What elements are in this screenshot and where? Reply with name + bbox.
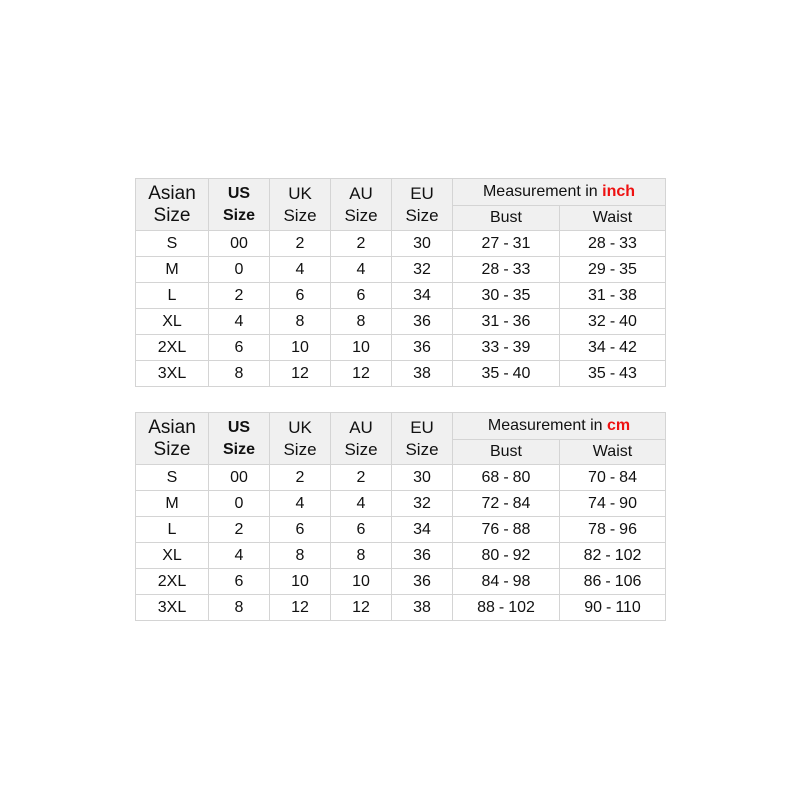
header-eu-size: EU Size xyxy=(392,179,453,231)
cell-us-size: 0 xyxy=(209,257,270,283)
cell-waist: 82 - 102 xyxy=(560,543,666,569)
unit-label: inch xyxy=(602,183,636,200)
cell-asian-size: XL xyxy=(136,309,209,335)
cell-au-size: 12 xyxy=(331,361,392,387)
cell-asian-size: S xyxy=(136,465,209,491)
cell-au-size: 8 xyxy=(331,543,392,569)
cell-au-size: 4 xyxy=(331,491,392,517)
cell-waist: 34 - 42 xyxy=(560,335,666,361)
header-measurement: Measurement in inch xyxy=(453,179,666,206)
cell-us-size: 00 xyxy=(209,231,270,257)
cell-waist: 35 - 43 xyxy=(560,361,666,387)
cell-bust: 33 - 39 xyxy=(453,335,560,361)
table-row xyxy=(136,569,666,595)
cell-eu-size: 30 xyxy=(392,465,453,491)
table-row xyxy=(136,283,666,309)
cell-uk-size: 10 xyxy=(270,569,331,595)
cell-asian-size: M xyxy=(136,257,209,283)
cell-eu-size: 34 xyxy=(392,517,453,543)
cell-asian-size: 2XL xyxy=(136,569,209,595)
cell-us-size: 4 xyxy=(209,309,270,335)
cell-asian-size: 2XL xyxy=(136,335,209,361)
cell-au-size: 8 xyxy=(331,309,392,335)
cell-eu-size: 36 xyxy=(392,309,453,335)
cell-uk-size: 10 xyxy=(270,335,331,361)
cell-asian-size: 3XL xyxy=(136,595,209,621)
header-measurement: Measurement in cm xyxy=(453,413,666,440)
cell-us-size: 0 xyxy=(209,491,270,517)
cell-uk-size: 12 xyxy=(270,361,331,387)
cell-au-size: 12 xyxy=(331,595,392,621)
header-bust: Bust xyxy=(453,206,560,231)
cell-uk-size: 2 xyxy=(270,231,331,257)
cell-bust: 84 - 98 xyxy=(453,569,560,595)
cell-us-size: 8 xyxy=(209,361,270,387)
cell-uk-size: 6 xyxy=(270,283,331,309)
table-row xyxy=(136,361,666,387)
table-row xyxy=(136,335,666,361)
cell-asian-size: S xyxy=(136,231,209,257)
header-waist: Waist xyxy=(560,206,666,231)
table-row xyxy=(136,257,666,283)
cell-us-size: 6 xyxy=(209,569,270,595)
header-us-size: US Size xyxy=(209,179,270,231)
header-us-size: US Size xyxy=(209,413,270,465)
header-uk-size: UK Size xyxy=(270,413,331,465)
cell-eu-size: 36 xyxy=(392,335,453,361)
table-row xyxy=(136,491,666,517)
header-asian-size: Asian Size xyxy=(136,413,209,465)
cell-waist: 28 - 33 xyxy=(560,231,666,257)
cell-bust: 28 - 33 xyxy=(453,257,560,283)
cell-bust: 31 - 36 xyxy=(453,309,560,335)
cell-au-size: 10 xyxy=(331,569,392,595)
header-au-size: AU Size xyxy=(331,413,392,465)
cell-bust: 68 - 80 xyxy=(453,465,560,491)
table-row xyxy=(136,595,666,621)
cell-au-size: 6 xyxy=(331,517,392,543)
cell-waist: 86 - 106 xyxy=(560,569,666,595)
header-waist: Waist xyxy=(560,440,666,465)
cell-bust: 80 - 92 xyxy=(453,543,560,569)
size-table-inch xyxy=(135,178,666,387)
cell-us-size: 8 xyxy=(209,595,270,621)
cell-au-size: 2 xyxy=(331,465,392,491)
cell-uk-size: 2 xyxy=(270,465,331,491)
header-au-size: AU Size xyxy=(331,179,392,231)
cell-asian-size: L xyxy=(136,517,209,543)
cell-bust: 35 - 40 xyxy=(453,361,560,387)
cell-au-size: 2 xyxy=(331,231,392,257)
cell-us-size: 2 xyxy=(209,283,270,309)
cell-waist: 90 - 110 xyxy=(560,595,666,621)
cell-bust: 88 - 102 xyxy=(453,595,560,621)
cell-eu-size: 34 xyxy=(392,283,453,309)
cell-uk-size: 4 xyxy=(270,257,331,283)
cell-eu-size: 36 xyxy=(392,543,453,569)
cell-eu-size: 38 xyxy=(392,361,453,387)
cell-uk-size: 8 xyxy=(270,543,331,569)
cell-uk-size: 6 xyxy=(270,517,331,543)
cell-au-size: 6 xyxy=(331,283,392,309)
header-eu-size: EU Size xyxy=(392,413,453,465)
cell-waist: 74 - 90 xyxy=(560,491,666,517)
unit-label: cm xyxy=(607,417,631,434)
cell-eu-size: 32 xyxy=(392,491,453,517)
cell-bust: 27 - 31 xyxy=(453,231,560,257)
cell-eu-size: 32 xyxy=(392,257,453,283)
cell-asian-size: L xyxy=(136,283,209,309)
cell-us-size: 4 xyxy=(209,543,270,569)
cell-us-size: 00 xyxy=(209,465,270,491)
cell-waist: 70 - 84 xyxy=(560,465,666,491)
header-uk-size: UK Size xyxy=(270,179,331,231)
cell-uk-size: 4 xyxy=(270,491,331,517)
table-row xyxy=(136,231,666,257)
cell-eu-size: 38 xyxy=(392,595,453,621)
cell-waist: 31 - 38 xyxy=(560,283,666,309)
cell-uk-size: 12 xyxy=(270,595,331,621)
table-row xyxy=(136,465,666,491)
cell-asian-size: 3XL xyxy=(136,361,209,387)
cell-au-size: 4 xyxy=(331,257,392,283)
table-row xyxy=(136,517,666,543)
cell-waist: 78 - 96 xyxy=(560,517,666,543)
cell-bust: 30 - 35 xyxy=(453,283,560,309)
header-asian-size: Asian Size xyxy=(136,179,209,231)
cell-us-size: 6 xyxy=(209,335,270,361)
cell-uk-size: 8 xyxy=(270,309,331,335)
cell-asian-size: M xyxy=(136,491,209,517)
size-table-cm xyxy=(135,412,666,621)
cell-eu-size: 30 xyxy=(392,231,453,257)
cell-asian-size: XL xyxy=(136,543,209,569)
cell-us-size: 2 xyxy=(209,517,270,543)
cell-au-size: 10 xyxy=(331,335,392,361)
cell-waist: 29 - 35 xyxy=(560,257,666,283)
cell-bust: 72 - 84 xyxy=(453,491,560,517)
cell-waist: 32 - 40 xyxy=(560,309,666,335)
cell-eu-size: 36 xyxy=(392,569,453,595)
table-row xyxy=(136,543,666,569)
table-row xyxy=(136,309,666,335)
cell-bust: 76 - 88 xyxy=(453,517,560,543)
header-bust: Bust xyxy=(453,440,560,465)
